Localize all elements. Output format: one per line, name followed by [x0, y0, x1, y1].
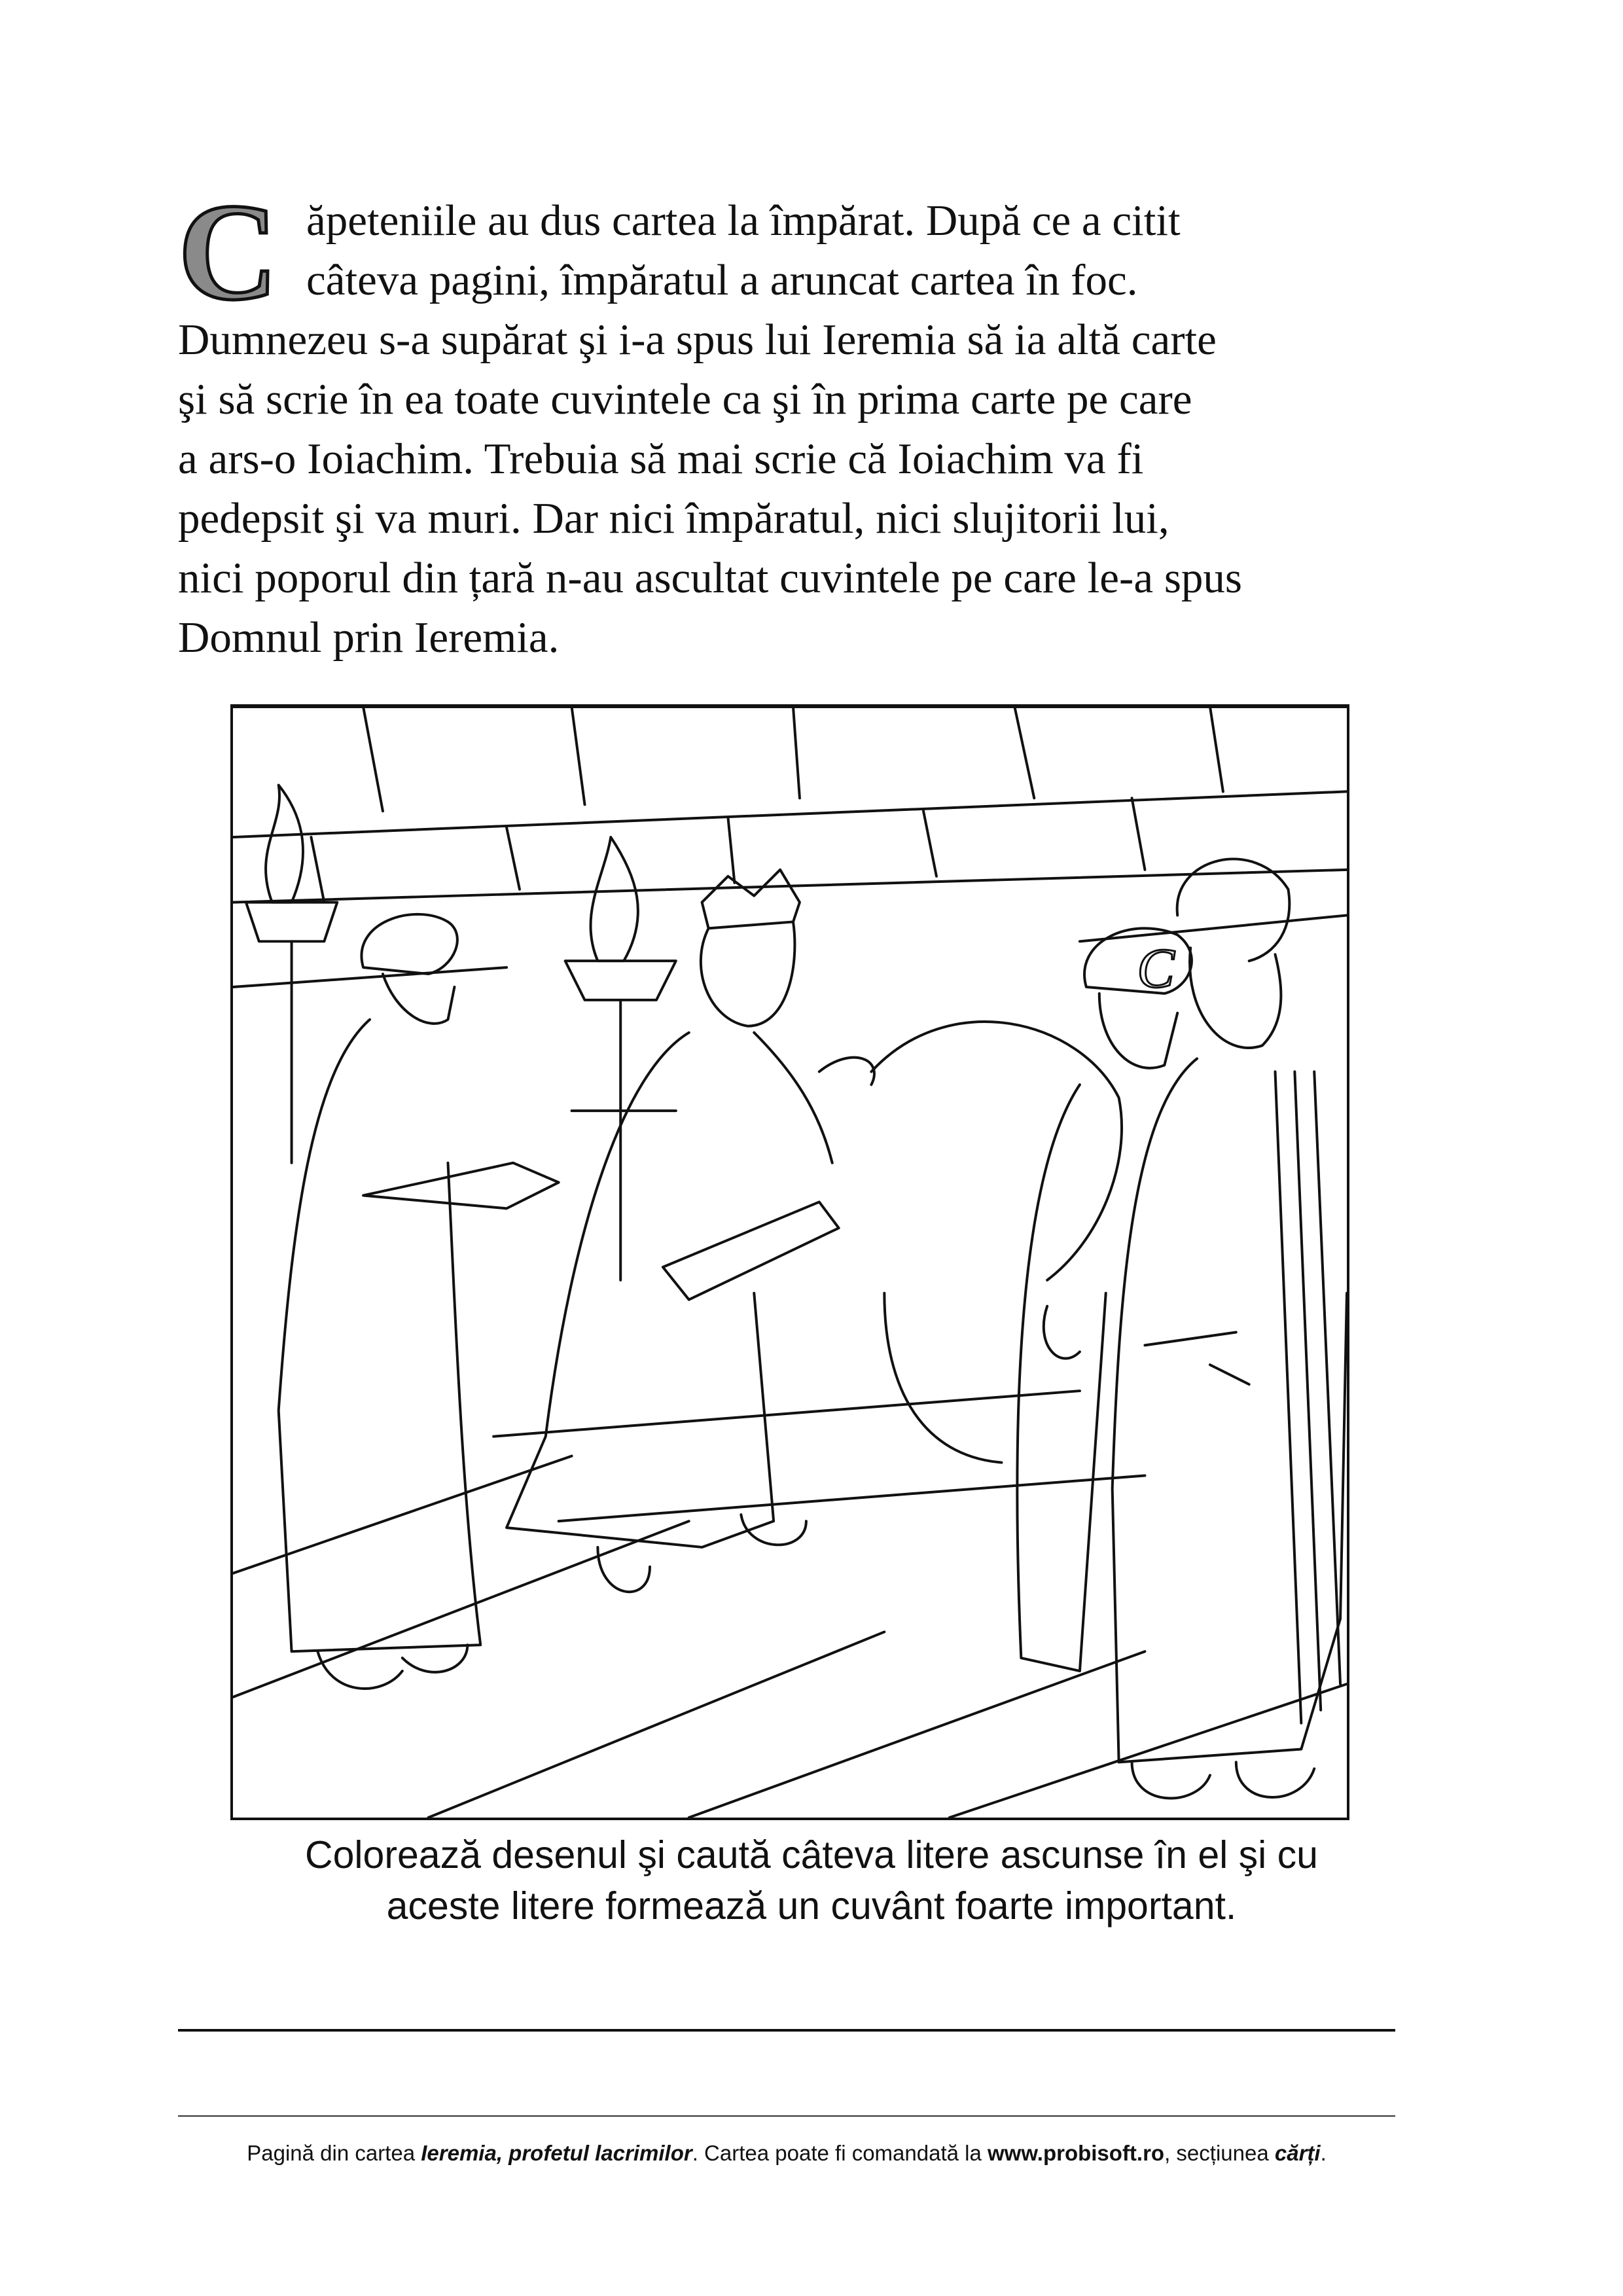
scroll-in-hand	[663, 1202, 839, 1299]
stone-floor	[233, 1391, 1347, 1818]
king-burning-scroll-drawing	[233, 707, 1347, 1818]
stone-wall	[233, 707, 1347, 987]
story-line: a ars-o Ioiachim. Trebuia să mai scrie că Ioiachim va fi	[178, 435, 1144, 483]
story-line: Domnul prin Ieremia.	[178, 613, 560, 662]
website-link[interactable]: www.probisoft.ro	[988, 2141, 1165, 2165]
coloring-illustration	[230, 704, 1349, 1820]
story-line: nici poporul din țară n-au ascultat cuvintele pe care le-a spus	[178, 554, 1242, 602]
story-line: şi să scrie în ea toate cuvintele ca şi în prima carte pe care	[178, 375, 1192, 423]
story-line: ăpeteniile au dus cartea la împărat. După ce a citit	[306, 196, 1181, 245]
story-line: Dumnezeu s-a supărat şi i-a spus lui Ieremia să ia altă carte	[178, 315, 1217, 364]
figure-man-striped-robe	[1113, 859, 1347, 1799]
footer-note	[178, 2139, 1395, 2168]
instructions-line: Colorează desenul şi caută câteva litere ascunse în el şi cu	[305, 1833, 1318, 1876]
coloring-instructions	[196, 1829, 1427, 1931]
instructions-line: aceste litere formează un cuvânt foarte important.	[386, 1884, 1237, 1928]
drop-cap: C	[178, 175, 279, 329]
figure-king	[507, 870, 874, 1592]
footer-divider	[178, 2115, 1395, 2117]
section-name: cărți	[1274, 2141, 1321, 2165]
footer-middle: . Cartea poate fi comandată la	[692, 2141, 988, 2165]
figure-left-man	[279, 914, 559, 1689]
hidden-letter: C	[1137, 937, 1175, 999]
footer-suffix: .	[1320, 2141, 1327, 2165]
story-line: câteva pagini, împăratul a aruncat cartea în foc.	[306, 256, 1138, 304]
book-title: Ieremia, profetul lacrimilor	[421, 2141, 692, 2165]
footer-prefix: Pagină din cartea	[247, 2141, 421, 2165]
figure-man-turban	[1017, 928, 1192, 1671]
answer-writing-line[interactable]	[178, 2029, 1395, 2032]
footer-section-prefix: , secțiunea	[1164, 2141, 1275, 2165]
story-line: pedepsit şi va muri. Dar nici împăratul, nici slujitorii lui,	[178, 494, 1169, 543]
story-text	[178, 175, 1421, 668]
